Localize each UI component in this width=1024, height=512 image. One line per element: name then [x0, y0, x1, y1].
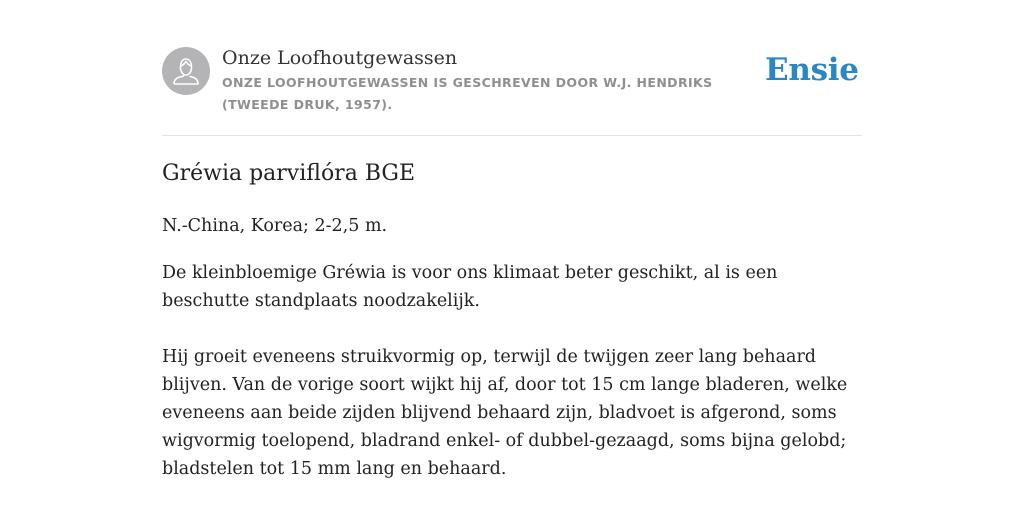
entry-title: Gréwia parviflóra BGE — [162, 161, 416, 186]
entry-paragraph-climate: De kleinbloemige Gréwia is voor ons klimaat beter geschikt, al is een beschutte standplaats noodzakelijk. — [162, 263, 778, 311]
user-avatar-icon[interactable] — [162, 47, 210, 95]
ensie-logo[interactable]: Ensie — [765, 52, 859, 88]
entry-card — [162, 0, 862, 512]
entry-paragraph-distribution: N.-China, Korea; 2-2,5 m. — [162, 216, 388, 236]
entry-paragraph-description: Hij groeit eveneens struikvormig op, terwijl de twijgen zeer lang behaard blijven. Van de vorige soort wijkt hij af, door tot 15 cm lange bladeren, welke eveneens aan beide zijden blijvend behaard zijn, bladvoet is afgerond, soms wigvormig toelopend, bladrand enkel- of dubbel-gezaagd, soms bijna gelobd; bladstelen tot 15 mm lang en behaard. — [162, 347, 848, 479]
source-description: ONZE LOOFHOUTGEWASSEN IS GESCHREVEN DOOR W.J. HENDRIKS (TWEEDE DRUK, 1957). — [222, 75, 713, 112]
source-title[interactable]: Onze Loofhoutgewassen — [222, 47, 458, 69]
source-header — [162, 46, 862, 118]
header-divider — [162, 135, 862, 136]
